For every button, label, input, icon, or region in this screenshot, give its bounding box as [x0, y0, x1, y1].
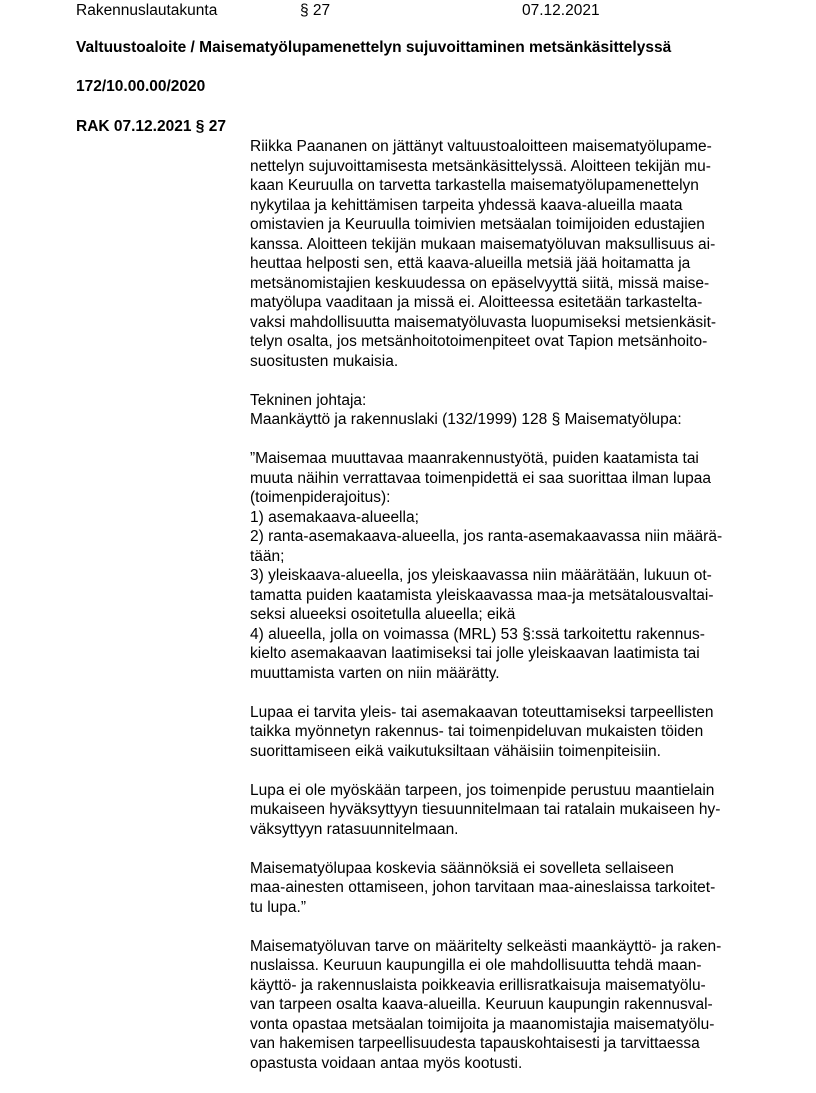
text-line: omistavien ja Keuruulla toimivien metsäalan toimijoiden edustajien — [250, 216, 705, 233]
text-line: kielto asemakaavan laatimiseksi tai jolle yleiskaavan laatimista tai — [250, 645, 700, 662]
text-line: nettelyn sujuvoittamisesta metsänkäsittelyssä. Aloitteen tekijän mu- — [250, 157, 711, 175]
text-line: taikka myönnetyn rakennus- tai toimenpideluvan mukaisten töiden — [250, 723, 704, 740]
text-line: seksi alueeksi osoitetulla alueella; eikä — [250, 606, 516, 623]
body-paragraph — [250, 137, 740, 371]
body-paragraph — [250, 703, 740, 762]
text-line: maa-ainesten ottamiseen, johon tarvitaan maa-aineslaissa tarkoitet- — [250, 879, 716, 896]
text-line: Lupaa ei tarvita yleis- tai asemakaavan toteuttamiseksi tarpeellisten — [250, 703, 714, 721]
diary-number: 172/10.00.00/2020 — [76, 78, 206, 95]
body-paragraph — [250, 859, 740, 918]
text-line: telyn osalta, jos metsänhoitotoimenpiteet ovat Tapion metsänhoito- — [250, 333, 708, 350]
text-line: 1) asemakaava-alueella; — [250, 508, 419, 526]
text-line: suorittamiseen eikä vaikutuksiltaan vähäisiin toimenpiteisiin. — [250, 742, 661, 760]
text-line: Riikka Paananen on jättänyt valtuustoaloitteen maisematyölupame- — [250, 138, 712, 155]
text-line: Maankäyttö ja rakennuslaki (132/1999) 128 § Maisematyölupa: — [250, 411, 682, 428]
header-section-number: § 27 — [300, 2, 331, 19]
text-line: muuttamista varten on niin määrätty. — [250, 664, 500, 682]
text-line: mukaiseen hyväksyttyyn tiesuunnitelmaan tai ratalain mukaiseen hy- — [250, 801, 721, 818]
header-organization: Rakennuslautakunta — [76, 2, 218, 19]
meeting-reference: RAK 07.12.2021 § 27 — [76, 118, 226, 135]
text-line: matyölupa vaaditaan ja missä ei. Aloitteessa esitetään tarkastelta- — [250, 294, 703, 311]
text-line: heuttaa helposti sen, että kaava-alueilla metsiä jää hoitamatta ja — [250, 255, 691, 272]
text-line: käyttö- ja rakennuslaista poikkeavia erillisratkaisuja maisematyölu- — [250, 976, 706, 994]
text-line: tään; — [250, 547, 285, 565]
text-line: suositusten mukaisia. — [250, 352, 399, 370]
text-line: kaan Keuruulla on tarvetta tarkastella maisematyölupamenettelyn — [250, 177, 699, 194]
text-line: tu lupa.” — [250, 898, 307, 916]
text-line: (toimenpiderajoitus): — [250, 489, 391, 506]
text-line: tamatta puiden kaatamista yleiskaavassa maa-ja metsätalousvaltai- — [250, 586, 714, 604]
body-paragraph — [250, 449, 740, 683]
text-line: Lupa ei ole myöskään tarpeen, jos toimenpide perustuu maantielain — [250, 781, 715, 799]
text-line: van hakemisen tarpeellisuudesta tapauskohtaisesti ja tarvittaessa — [250, 1035, 700, 1052]
body-paragraph — [250, 937, 740, 1074]
header-date: 07.12.2021 — [522, 2, 600, 19]
body-paragraph — [250, 391, 740, 430]
text-line: vaksi mahdollisuutta maisematyöluvasta luopumiseksi metsienkäsit- — [250, 313, 717, 331]
text-line: vonta opastaa metsäalan toimijoita ja maanomistajia maisematyölu- — [250, 1015, 715, 1033]
text-line: metsänomistajien keskuudessa on epäselvyyttä siitä, missä maise- — [250, 274, 710, 292]
text-line: nykytilaa ja kehittämisen tarpeita yhdessä kaava-alueilla maata — [250, 196, 683, 214]
document-title: Valtuustoaloite / Maisematyölupamenettelyn sujuvoittaminen metsänkäsittelyssä — [76, 39, 672, 56]
text-line: Tekninen johtaja: — [250, 391, 367, 409]
text-line: Maisematyölupaa koskevia säännöksiä ei sovelleta sellaiseen — [250, 859, 674, 877]
text-line: ”Maisemaa muuttavaa maanrakennustyötä, puiden kaatamista tai — [250, 450, 699, 467]
document-header — [76, 2, 776, 22]
text-line: kanssa. Aloitteen tekijän mukaan maisematyöluvan maksullisuus ai- — [250, 235, 716, 253]
text-line: van tarpeen osalta kaava-alueilla. Keuruun kaupungin rakennusval- — [250, 996, 713, 1013]
text-line: 3) yleiskaava-alueella, jos yleiskaavassa niin määrätään, lukuun ot- — [250, 567, 712, 584]
text-line: muuta näihin verrattavaa toimenpidettä ei saa suorittaa ilman lupaa — [250, 469, 711, 487]
document-body — [250, 137, 740, 1093]
text-line: nuslaissa. Keuruun kaupungilla ei ole mahdollisuutta tehdä maan- — [250, 957, 702, 974]
text-line: Maisematyöluvan tarve on määritelty selkeästi maankäyttö- ja raken- — [250, 937, 722, 955]
text-line: väksyttyyn ratasuunnitelmaan. — [250, 820, 459, 838]
text-line: 2) ranta-asemakaava-alueella, jos ranta-asemakaavassa niin määrä- — [250, 528, 723, 545]
body-paragraph — [250, 781, 740, 840]
text-line: 4) alueella, jolla on voimassa (MRL) 53 §:ssä tarkoitettu rakennus- — [250, 625, 705, 643]
text-line: opastusta voidaan antaa myös kootusti. — [250, 1054, 523, 1072]
